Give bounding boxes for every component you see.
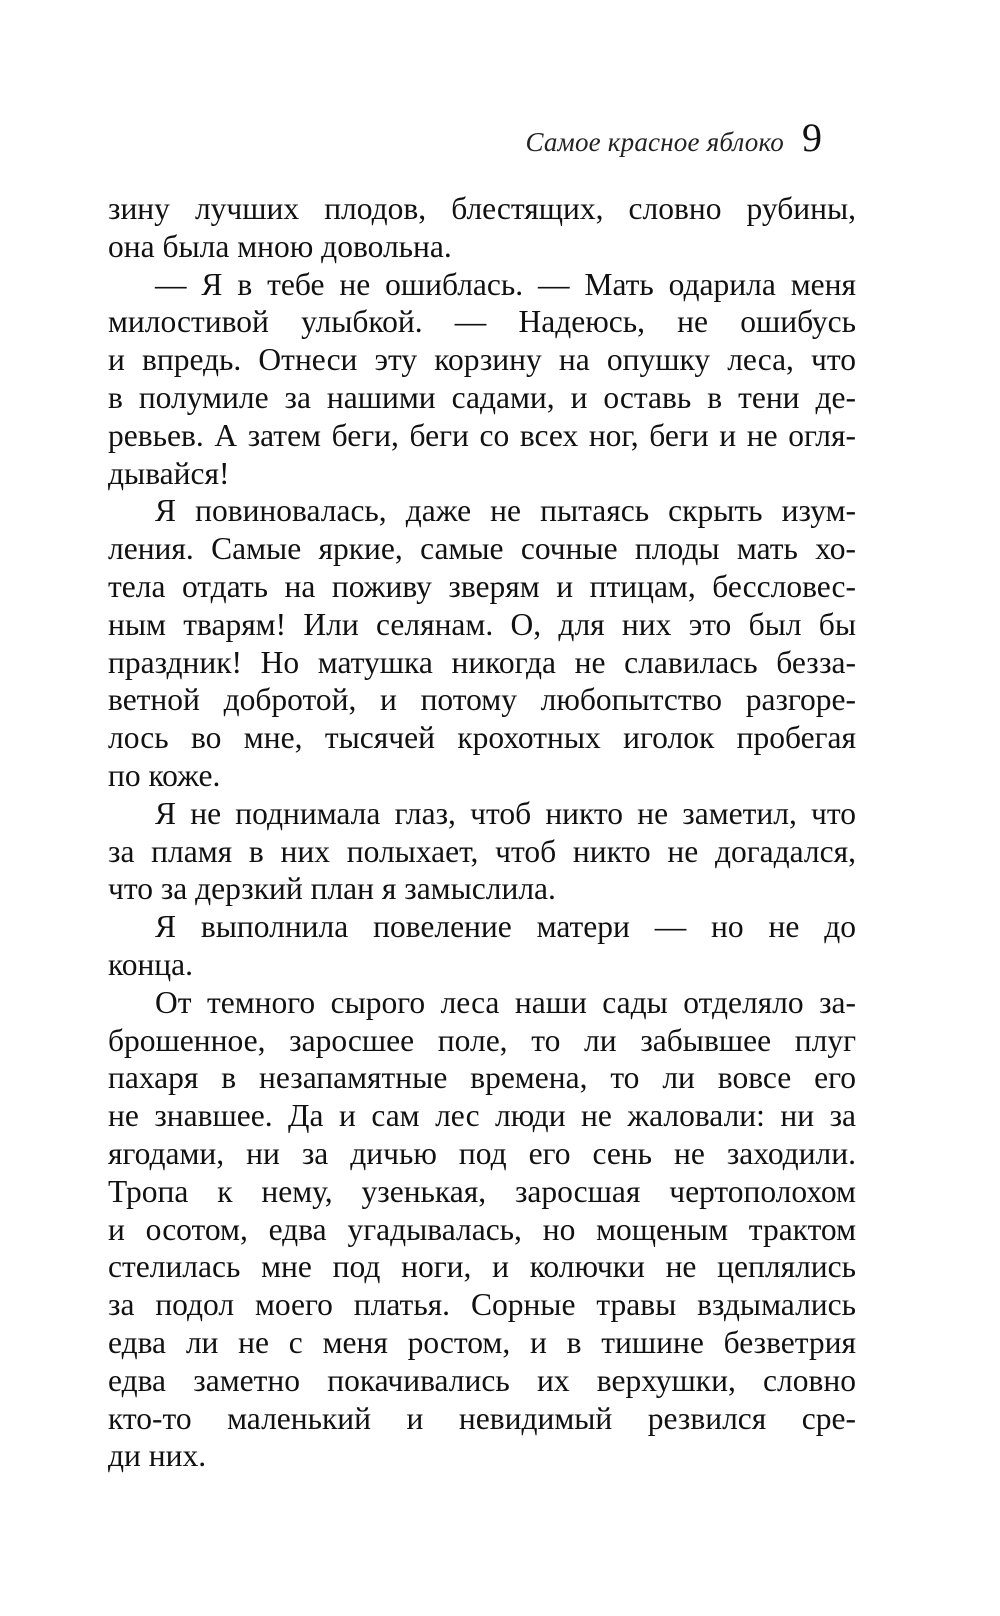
text-line: тела отдать на поживу зверям и птицам, бессловес- bbox=[108, 568, 856, 604]
running-title: Самое красное яблоко bbox=[525, 127, 784, 157]
text-line: в полумиле за нашими садами, и оставь в тени де- bbox=[108, 379, 856, 415]
text-line: брошенное, заросшее поле, то ли забывшее плуг bbox=[108, 1022, 856, 1058]
text-line: От темного сырого леса наши сады отделяло за- bbox=[155, 984, 856, 1020]
text-line: за пламя в них полыхает, чтоб никто не догадался, bbox=[108, 833, 856, 869]
page-number: 9 bbox=[802, 115, 822, 160]
text-line: по коже. bbox=[108, 757, 221, 793]
body-text bbox=[108, 190, 856, 1475]
text-line: едва заметно покачивались их верхушки, словно bbox=[108, 1362, 856, 1398]
text-line: ревьев. А затем беги, беги со всех ног, беги и не огля- bbox=[108, 417, 856, 453]
text-line: ления. Самые яркие, самые сочные плоды мать хо- bbox=[108, 531, 856, 567]
text-line: праздник! Но матушка никогда не славилась безза- bbox=[108, 644, 856, 680]
text-line: и осотом, едва угадывалась, но мощеным трактом bbox=[108, 1211, 856, 1247]
running-header bbox=[525, 115, 822, 160]
text-line: что за дерзкий план я замыслила. bbox=[108, 871, 556, 907]
text-line: дывайся! bbox=[108, 455, 230, 491]
text-line: стелилась мне под ноги, и колючки не цеплялись bbox=[108, 1249, 856, 1285]
text-line: Я не поднимала глаз, чтоб никто не заметил, что bbox=[155, 795, 856, 831]
text-line: ди них. bbox=[108, 1438, 207, 1474]
text-line: лось во мне, тысячей крохотных иголок пробегая bbox=[108, 720, 856, 756]
text-line: не знавшее. Да и сам лес люди не жаловали: ни за bbox=[108, 1098, 856, 1134]
text-line: ным тварям! Или селянам. О, для них это был бы bbox=[108, 606, 856, 642]
text-line: пахаря в незапамятные времена, то ли вовсе его bbox=[108, 1060, 856, 1096]
text-line: конца. bbox=[108, 946, 194, 982]
text-line: Тропа к нему, узенькая, заросшая чертополохом bbox=[108, 1173, 856, 1209]
text-line: — Я в тебе не ошиблась. — Мать одарила меня bbox=[155, 266, 856, 302]
text-line: кто-то маленький и невидимый резвился сре- bbox=[108, 1400, 856, 1436]
text-line: Я повиновалась, даже не пытаясь скрыть изум- bbox=[155, 493, 856, 529]
text-line: Я выполнила повеление матери — но не до bbox=[155, 909, 856, 945]
text-line: она была мною довольна. bbox=[108, 228, 452, 264]
text-line: едва ли не с меня ростом, и в тишине безветрия bbox=[108, 1324, 856, 1360]
text-line: и впредь. Отнеси эту корзину на опушку леса, что bbox=[108, 342, 856, 378]
text-line: ягодами, ни за дичью под его сень не заходили. bbox=[108, 1135, 856, 1171]
text-line: ветной добротой, и потому любопытство разгоре- bbox=[108, 682, 856, 718]
text-line: зину лучших плодов, блестящих, словно рубины, bbox=[108, 191, 856, 226]
text-line: милостивой улыбкой. — Надеюсь, не ошибусь bbox=[108, 304, 856, 340]
text-line: за подол моего платья. Сорные травы вздымались bbox=[108, 1287, 856, 1323]
